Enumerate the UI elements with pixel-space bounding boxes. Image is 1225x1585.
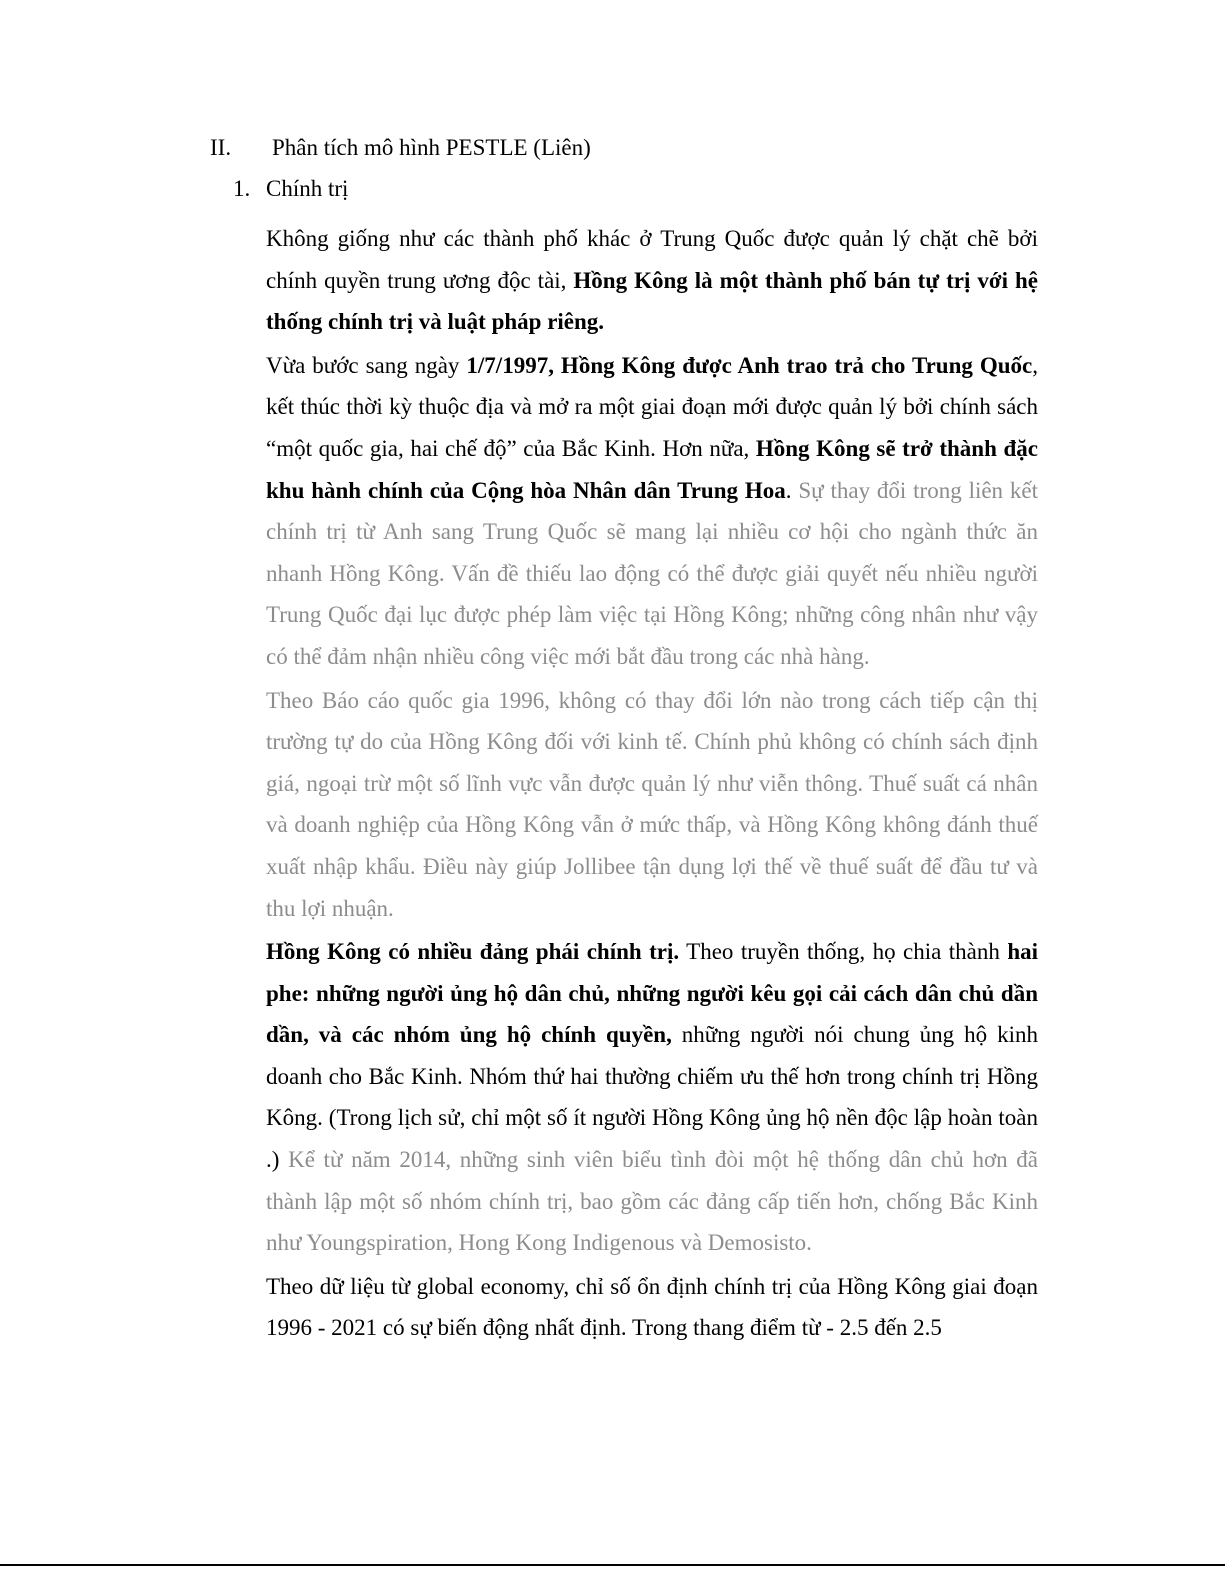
- text-run: Vừa bước sang ngày: [266, 352, 467, 378]
- muted-text-run: Sự thay đổi trong liên kết chính trị từ Anh sang Trung Quốc sẽ mang lại nhiều cơ hội cho ngành thức ăn nhanh Hồng Kông. Vấn đề thiếu lao động có thể được giải quyết nếu nhiều người Trung Quốc đại lục được phép làm việc tại Hồng Kông; những công nhân như vậy có thể đảm nhận nhiều công việc mới bắt đầu trong các nhà hàng.: [266, 477, 1039, 669]
- paragraph: [266, 931, 1038, 1264]
- paragraph: [266, 218, 1038, 343]
- subsection-title: Chính trị: [266, 176, 349, 201]
- text-run: Không giống như các thành phố khác ở Trung Quốc được quản lý chặt chẽ bởi chính quyền trung ương độc tài,: [266, 226, 1038, 293]
- bold-text-run: Hồng Kông sẽ trở thành đặc khu hành chính của Cộng hòa Nhân dân Trung Hoa: [266, 435, 1038, 503]
- paragraph: [266, 345, 1038, 678]
- subsection-number: 1.: [233, 176, 251, 201]
- bold-text-run: 1/7/1997, Hồng Kông được Anh trao trả cho Trung Quốc: [466, 352, 1033, 378]
- text-run: .: [785, 477, 792, 503]
- text-run: Theo truyền thống, họ chia thành: [679, 939, 1008, 965]
- muted-text-run: Theo Báo cáo quốc gia 1996, không có thay đổi lớn nào trong cách tiếp cận thị trường tự do của Hồng Kông đối với kinh tế. Chính phủ không có chính sách định giá, ngoại trừ một số lĩnh vực vẫn được quản lý như viễn thông. Thuế suất cá nhân và doanh nghiệp của Hồng Kông vẫn ở mức thấp, và Hồng Kông không đánh thuế xuất nhập khẩu. Điều này giúp Jollibee tận dụng lợi thế về thuế suất để đầu tư và thu lợi nhuận.: [266, 687, 1038, 921]
- text-run: Theo dữ liệu từ global economy, chỉ số ổn định chính trị của Hồng Kông giai đoạn 1996 - 2021 có sự biến động nhất định. Trong thang điểm từ - 2.5 đến 2.5: [266, 1273, 1038, 1341]
- section-number: II.: [210, 135, 232, 160]
- text-run: những người nói chung ủng hộ kinh doanh cho Bắc Kinh. Nhóm thứ hai thường chiếm ưu thế hơn trong chính trị Hồng Kông. (Trong lịch sử, chỉ một số ít người Hồng Kông ủng hộ nền độc lập hoàn toàn .): [266, 1022, 1038, 1173]
- page-bottom-rule: [0, 1564, 1225, 1566]
- section-title: Phân tích mô hình PESTLE (Liên): [272, 135, 591, 160]
- body-text: [266, 218, 1038, 1351]
- text-run: , kết thúc thời kỳ thuộc địa và mở ra một giai đoạn mới được quản lý bởi chính sách “một quốc gia, hai chế độ” của Bắc Kinh. Hơn nữa,: [266, 352, 1038, 461]
- bold-text-run: Hồng Kông là một thành phố bán tự trị với hệ thống chính trị và luật pháp riêng.: [266, 267, 1038, 335]
- bold-text-run: Hồng Kông có nhiều đảng phái chính trị.: [266, 939, 680, 965]
- paragraph: [266, 1266, 1038, 1349]
- paragraph: [266, 680, 1038, 930]
- bold-text-run: hai phe: những người ủng hộ dân chủ, những người kêu gọi cải cách dân chủ dần dần, và các nhóm ủng hộ chính quyền,: [266, 939, 1038, 1048]
- muted-text-run: Kể từ năm 2014, những sinh viên biểu tình đòi một hệ thống dân chủ hơn đã thành lập một số nhóm chính trị, bao gồm các đảng cấp tiến hơn, chống Bắc Kinh như Youngspiration, Hong Kong Indigenous và Demosisto.: [266, 1147, 1038, 1256]
